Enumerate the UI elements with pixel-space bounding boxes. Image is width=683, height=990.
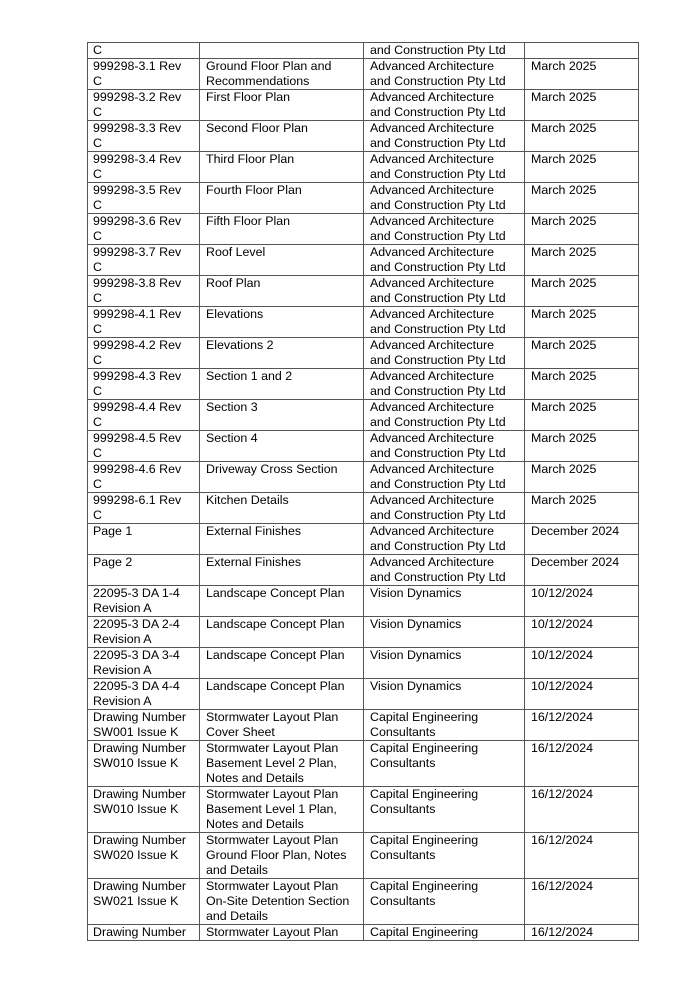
- drawing-number-cell: 999298-3.7 Rev C: [88, 245, 200, 276]
- prepared-by-cell: Advanced Architecture and Construction Pty Ltd: [364, 400, 525, 431]
- table-row: [88, 90, 639, 121]
- prepared-by-cell: Capital Engineering Consultants: [364, 787, 525, 833]
- drawing-title-cell: Stormwater Layout Plan On-Site Detention Section and Details: [200, 879, 364, 925]
- date-cell: March 2025: [525, 214, 639, 245]
- date-cell: March 2025: [525, 462, 639, 493]
- prepared-by-cell: Capital Engineering Consultants: [364, 879, 525, 925]
- table-row: [88, 710, 639, 741]
- drawing-number-cell: 22095-3 DA 4-4 Revision A: [88, 679, 200, 710]
- drawing-number-cell: 999298-6.1 Rev C: [88, 493, 200, 524]
- table-row: [88, 121, 639, 152]
- date-cell: [525, 43, 639, 59]
- drawing-number-cell: 999298-3.2 Rev C: [88, 90, 200, 121]
- drawing-number-cell: Drawing Number SW010 Issue K: [88, 741, 200, 787]
- drawing-number-cell: 999298-3.8 Rev C: [88, 276, 200, 307]
- drawing-number-cell: 999298-4.4 Rev C: [88, 400, 200, 431]
- prepared-by-cell: Advanced Architecture and Construction Pty Ltd: [364, 90, 525, 121]
- drawing-number-cell: 999298-4.1 Rev C: [88, 307, 200, 338]
- prepared-by-cell: Advanced Architecture and Construction Pty Ltd: [364, 338, 525, 369]
- date-cell: December 2024: [525, 524, 639, 555]
- table-row: [88, 183, 639, 214]
- drawing-title-cell: Landscape Concept Plan: [200, 586, 364, 617]
- date-cell: March 2025: [525, 152, 639, 183]
- drawing-title-cell: Elevations: [200, 307, 364, 338]
- prepared-by-cell: Advanced Architecture and Construction Pty Ltd: [364, 121, 525, 152]
- table-row: [88, 679, 639, 710]
- table-row: [88, 925, 639, 941]
- drawing-title-cell: Stormwater Layout Plan: [200, 925, 364, 941]
- prepared-by-cell: Capital Engineering Consultants: [364, 741, 525, 787]
- prepared-by-cell: Advanced Architecture and Construction Pty Ltd: [364, 493, 525, 524]
- table-row: [88, 787, 639, 833]
- date-cell: March 2025: [525, 59, 639, 90]
- prepared-by-cell: Advanced Architecture and Construction Pty Ltd: [364, 555, 525, 586]
- prepared-by-cell: Advanced Architecture and Construction Pty Ltd: [364, 152, 525, 183]
- drawing-title-cell: Elevations 2: [200, 338, 364, 369]
- table-row: [88, 43, 639, 59]
- drawing-title-cell: Driveway Cross Section: [200, 462, 364, 493]
- drawing-title-cell: Stormwater Layout Plan Ground Floor Plan, Notes and Details: [200, 833, 364, 879]
- date-cell: 16/12/2024: [525, 925, 639, 941]
- table-row: [88, 493, 639, 524]
- date-cell: 10/12/2024: [525, 586, 639, 617]
- drawing-title-cell: Landscape Concept Plan: [200, 617, 364, 648]
- date-cell: March 2025: [525, 121, 639, 152]
- drawing-title-cell: Fourth Floor Plan: [200, 183, 364, 214]
- date-cell: March 2025: [525, 400, 639, 431]
- table-row: [88, 276, 639, 307]
- date-cell: 16/12/2024: [525, 787, 639, 833]
- drawing-number-cell: 999298-4.2 Rev C: [88, 338, 200, 369]
- drawing-number-cell: 999298-3.5 Rev C: [88, 183, 200, 214]
- date-cell: 16/12/2024: [525, 710, 639, 741]
- drawing-title-cell: Landscape Concept Plan: [200, 679, 364, 710]
- date-cell: March 2025: [525, 307, 639, 338]
- drawing-title-cell: Roof Level: [200, 245, 364, 276]
- date-cell: 16/12/2024: [525, 879, 639, 925]
- drawing-number-cell: 999298-3.3 Rev C: [88, 121, 200, 152]
- table-row: [88, 307, 639, 338]
- prepared-by-cell: Vision Dynamics: [364, 679, 525, 710]
- date-cell: March 2025: [525, 493, 639, 524]
- table-row: [88, 245, 639, 276]
- prepared-by-cell: Advanced Architecture and Construction Pty Ltd: [364, 524, 525, 555]
- drawing-title-cell: Second Floor Plan: [200, 121, 364, 152]
- prepared-by-cell: and Construction Pty Ltd: [364, 43, 525, 59]
- date-cell: 10/12/2024: [525, 648, 639, 679]
- table-row: [88, 741, 639, 787]
- drawing-number-cell: 22095-3 DA 2-4 Revision A: [88, 617, 200, 648]
- date-cell: March 2025: [525, 369, 639, 400]
- drawing-number-cell: 999298-3.4 Rev C: [88, 152, 200, 183]
- table-row: [88, 431, 639, 462]
- date-cell: 10/12/2024: [525, 617, 639, 648]
- drawing-title-cell: External Finishes: [200, 524, 364, 555]
- table-row: [88, 462, 639, 493]
- drawing-number-cell: 999298-3.1 Rev C: [88, 59, 200, 90]
- prepared-by-cell: Advanced Architecture and Construction Pty Ltd: [364, 307, 525, 338]
- drawing-title-cell: Section 1 and 2: [200, 369, 364, 400]
- drawing-title-cell: Stormwater Layout Plan Cover Sheet: [200, 710, 364, 741]
- table-row: [88, 400, 639, 431]
- drawing-title-cell: Landscape Concept Plan: [200, 648, 364, 679]
- prepared-by-cell: Vision Dynamics: [364, 586, 525, 617]
- table-row: [88, 555, 639, 586]
- prepared-by-cell: Advanced Architecture and Construction Pty Ltd: [364, 431, 525, 462]
- date-cell: 16/12/2024: [525, 741, 639, 787]
- drawing-number-cell: C: [88, 43, 200, 59]
- drawing-schedule-table: [87, 42, 639, 941]
- drawing-title-cell: Section 4: [200, 431, 364, 462]
- date-cell: March 2025: [525, 90, 639, 121]
- prepared-by-cell: Vision Dynamics: [364, 617, 525, 648]
- table-row: [88, 879, 639, 925]
- prepared-by-cell: Advanced Architecture and Construction Pty Ltd: [364, 462, 525, 493]
- drawing-title-cell: First Floor Plan: [200, 90, 364, 121]
- drawing-title-cell: Kitchen Details: [200, 493, 364, 524]
- drawing-number-cell: Drawing Number SW020 Issue K: [88, 833, 200, 879]
- drawing-number-cell: 999298-4.6 Rev C: [88, 462, 200, 493]
- date-cell: March 2025: [525, 276, 639, 307]
- table-row: [88, 617, 639, 648]
- table-row: [88, 338, 639, 369]
- drawing-title-cell: Third Floor Plan: [200, 152, 364, 183]
- table-row: [88, 369, 639, 400]
- drawing-title-cell: [200, 43, 364, 59]
- date-cell: 16/12/2024: [525, 833, 639, 879]
- prepared-by-cell: Capital Engineering Consultants: [364, 710, 525, 741]
- drawing-number-cell: 999298-4.5 Rev C: [88, 431, 200, 462]
- prepared-by-cell: Advanced Architecture and Construction Pty Ltd: [364, 276, 525, 307]
- drawing-title-cell: Ground Floor Plan and Recommendations: [200, 59, 364, 90]
- date-cell: December 2024: [525, 555, 639, 586]
- drawing-number-cell: 999298-3.6 Rev C: [88, 214, 200, 245]
- table-row: [88, 648, 639, 679]
- date-cell: March 2025: [525, 245, 639, 276]
- drawing-title-cell: Fifth Floor Plan: [200, 214, 364, 245]
- drawing-title-cell: External Finishes: [200, 555, 364, 586]
- drawing-title-cell: Stormwater Layout Plan Basement Level 2 Plan, Notes and Details: [200, 741, 364, 787]
- table-row: [88, 833, 639, 879]
- drawing-number-cell: Drawing Number SW001 Issue K: [88, 710, 200, 741]
- prepared-by-cell: Advanced Architecture and Construction Pty Ltd: [364, 59, 525, 90]
- prepared-by-cell: Advanced Architecture and Construction Pty Ltd: [364, 183, 525, 214]
- drawing-number-cell: 999298-4.3 Rev C: [88, 369, 200, 400]
- date-cell: March 2025: [525, 338, 639, 369]
- table-row: [88, 524, 639, 555]
- prepared-by-cell: Advanced Architecture and Construction Pty Ltd: [364, 214, 525, 245]
- drawing-title-cell: Section 3: [200, 400, 364, 431]
- drawing-title-cell: Roof Plan: [200, 276, 364, 307]
- date-cell: March 2025: [525, 183, 639, 214]
- drawing-number-cell: 22095-3 DA 1-4 Revision A: [88, 586, 200, 617]
- drawing-number-cell: Page 1: [88, 524, 200, 555]
- date-cell: March 2025: [525, 431, 639, 462]
- drawing-schedule-body: [88, 43, 639, 941]
- prepared-by-cell: Vision Dynamics: [364, 648, 525, 679]
- drawing-number-cell: Drawing Number: [88, 925, 200, 941]
- table-row: [88, 59, 639, 90]
- table-row: [88, 586, 639, 617]
- table-row: [88, 152, 639, 183]
- drawing-number-cell: Drawing Number SW021 Issue K: [88, 879, 200, 925]
- prepared-by-cell: Advanced Architecture and Construction Pty Ltd: [364, 245, 525, 276]
- prepared-by-cell: Capital Engineering Consultants: [364, 833, 525, 879]
- drawing-number-cell: Page 2: [88, 555, 200, 586]
- drawing-number-cell: Drawing Number SW010 Issue K: [88, 787, 200, 833]
- drawing-number-cell: 22095-3 DA 3-4 Revision A: [88, 648, 200, 679]
- date-cell: 10/12/2024: [525, 679, 639, 710]
- table-row: [88, 214, 639, 245]
- prepared-by-cell: Capital Engineering: [364, 925, 525, 941]
- drawing-title-cell: Stormwater Layout Plan Basement Level 1 Plan, Notes and Details: [200, 787, 364, 833]
- prepared-by-cell: Advanced Architecture and Construction Pty Ltd: [364, 369, 525, 400]
